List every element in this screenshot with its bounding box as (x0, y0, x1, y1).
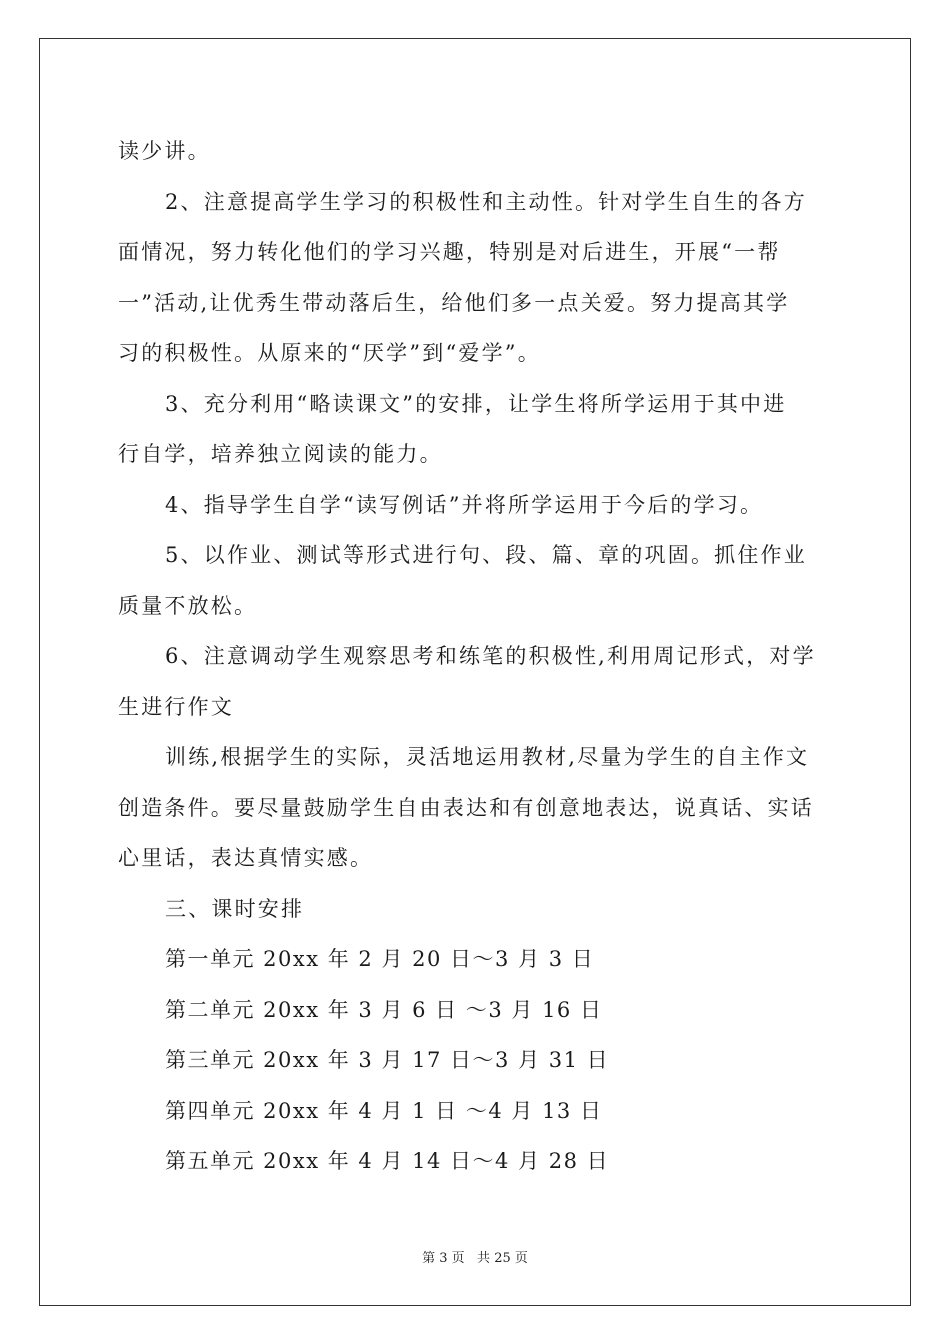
text-line: 3、充分利用“略读课文”的安排，让学生将所学运用于其中进 (165, 391, 787, 416)
page-footer: 第 3 页 共 25 页 (422, 1251, 528, 1266)
schedule-item: 第三单元 20xx 年 3 月 17 日～3 月 31 日 (165, 1048, 610, 1072)
text-line: 6、注意调动学生观察思考和练笔的积极性,利用周记形式，对学 (165, 644, 816, 668)
text-line: 三、课时安排 (165, 896, 305, 921)
text-line: 创造条件。要尽量鼓励学生自由表达和有创意地表达，说真话、实话 (118, 795, 814, 820)
schedule-item: 第五单元 20xx 年 4 月 14 日～4 月 28 日 (165, 1149, 610, 1173)
document-body (118, 126, 838, 1187)
paragraph (118, 480, 838, 531)
paragraph (118, 379, 838, 480)
paragraph (118, 631, 838, 732)
text-line: 面情况，努力转化他们的学习兴趣，特别是对后进生，开展“一帮 (118, 240, 781, 264)
paragraph-list (118, 126, 838, 934)
text-line: 2、注意提高学生学习的积极性和主动性。针对学生自生的各方 (165, 189, 807, 214)
paragraph (118, 732, 838, 884)
schedule-item: 第一单元 20xx 年 2 月 20 日～3 月 3 日 (165, 947, 595, 971)
text-line: 生进行作文 (118, 694, 234, 719)
paragraph (118, 177, 838, 379)
text-line: 读少讲。 (118, 139, 211, 163)
text-line: 一”活动,让优秀生带动落后生，给他们多一点关爱。努力提高其学 (118, 290, 790, 315)
schedule-list (118, 934, 838, 1187)
text-line: 质量不放松。 (118, 593, 258, 618)
text-line: 心里话，表达真情实感。 (118, 846, 374, 870)
text-line: 4、指导学生自学“读写例话”并将所学运用于今后的学习。 (165, 492, 764, 517)
paragraph (118, 884, 838, 935)
paragraph (118, 126, 838, 177)
text-line: 习的积极性。从原来的“厌学”到“爱学”。 (118, 341, 541, 365)
text-line: 5、以作业、测试等形式进行句、段、篇、章的巩固。抓住作业 (165, 543, 807, 567)
text-line: 训练,根据学生的实际，灵活地运用教材,尽量为学生的自主作文 (165, 745, 810, 769)
schedule-item: 第二单元 20xx 年 3 月 6 日 ～3 月 16 日 (165, 997, 603, 1022)
text-line: 行自学，培养独立阅读的能力。 (118, 442, 443, 466)
schedule-item: 第四单元 20xx 年 4 月 1 日 ～4 月 13 日 (165, 1098, 603, 1123)
paragraph (118, 530, 838, 631)
